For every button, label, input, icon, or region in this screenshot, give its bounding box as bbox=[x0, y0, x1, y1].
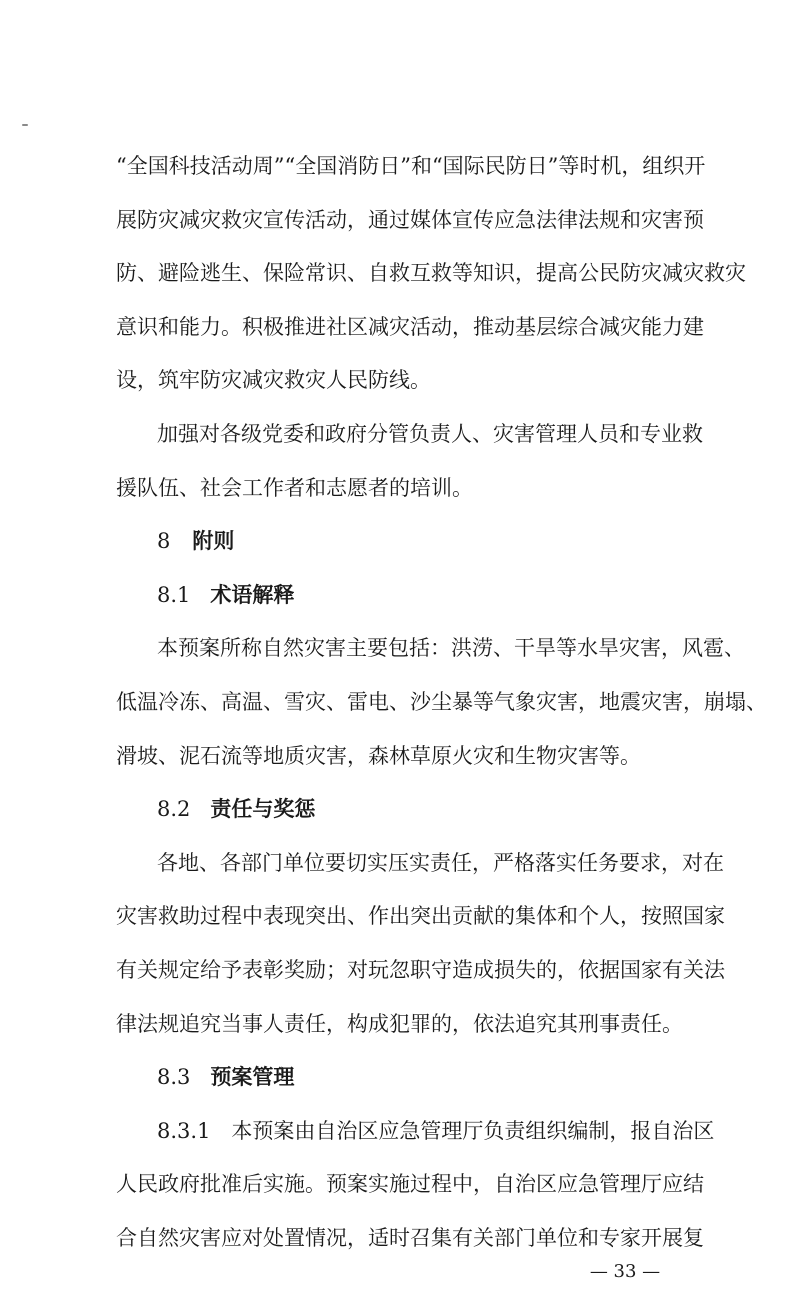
paragraph-1-line-5: 设，筑牢防灾减灾救灾人民防线。 bbox=[116, 368, 431, 392]
paragraph-1-line-3: 防、避险逃生、保险常识、自救互救等知识，提高公民防灾减灾救灾 bbox=[116, 261, 746, 285]
section-8-2-line-1: 各地、各部门单位要切实压实责任，严格落实任务要求，对在 bbox=[157, 851, 724, 875]
section-8-1-line-2: 低温冷冻、高温、雪灾、雷电、沙尘暴等气象灾害，地震灾害，崩塌、 bbox=[116, 690, 767, 714]
section-8-2-line-3: 有关规定给予表彰奖励；对玩忽职守造成损失的，依据国家有关法 bbox=[116, 958, 725, 982]
section-8-3-number: 8.3 bbox=[157, 1065, 191, 1089]
section-8-heading bbox=[157, 521, 234, 561]
section-8-1-line-3: 滑坡、泥石流等地质灾害，森林草原火灾和生物灾害等。 bbox=[116, 744, 641, 768]
paragraph-1-line-1: “全国科技活动周”“全国消防日”和“国际民防日”等时机，组织开 bbox=[116, 154, 706, 178]
section-8-1-title: 术语解释 bbox=[210, 583, 295, 607]
paragraph-2-line-1: 加强对各级党委和政府分管负责人、灾害管理人员和专业救 bbox=[157, 422, 703, 446]
section-8-number: 8 bbox=[157, 529, 171, 553]
section-8-2-title: 责任与奖惩 bbox=[210, 797, 316, 821]
section-8-3-line-2: 人民政府批准后实施。预案实施过程中，自治区应急管理厅应结 bbox=[116, 1172, 704, 1196]
section-8-title: 附则 bbox=[192, 529, 235, 553]
section-8-2-heading bbox=[157, 789, 315, 829]
section-8-1-heading bbox=[157, 575, 294, 615]
paragraph-1-line-4: 意识和能力。积极推进社区减灾活动，推动基层综合减灾能力建 bbox=[116, 315, 704, 339]
section-8-2-line-2: 灾害救助过程中表现突出、作出突出贡献的集体和个人，按照国家 bbox=[116, 904, 725, 928]
section-8-3-title: 预案管理 bbox=[210, 1065, 295, 1089]
paragraph-2-line-2: 援队伍、社会工作者和志愿者的培训。 bbox=[116, 476, 473, 500]
page-number: — 33 — bbox=[589, 1261, 661, 1282]
section-8-3-line-3: 合自然灾害应对处置情况，适时召集有关部门单位和专家开展复 bbox=[116, 1226, 704, 1250]
section-8-3-heading bbox=[157, 1057, 294, 1097]
section-8-1-line-1: 本预案所称自然灾害主要包括：洪涝、干旱等水旱灾害，风雹、 bbox=[157, 636, 745, 660]
scan-speck bbox=[22, 124, 28, 126]
section-8-3-line-1: 8.3.1 本预案由自治区应急管理厅负责组织编制，报自治区 bbox=[157, 1119, 715, 1143]
section-8-1-number: 8.1 bbox=[157, 583, 191, 607]
paragraph-1-line-2: 展防灾减灾救灾宣传活动，通过媒体宣传应急法律法规和灾害预 bbox=[116, 208, 704, 232]
section-8-2-number: 8.2 bbox=[157, 797, 191, 821]
section-8-2-line-4: 律法规追究当事人责任，构成犯罪的，依法追究其刑事责任。 bbox=[116, 1012, 683, 1036]
